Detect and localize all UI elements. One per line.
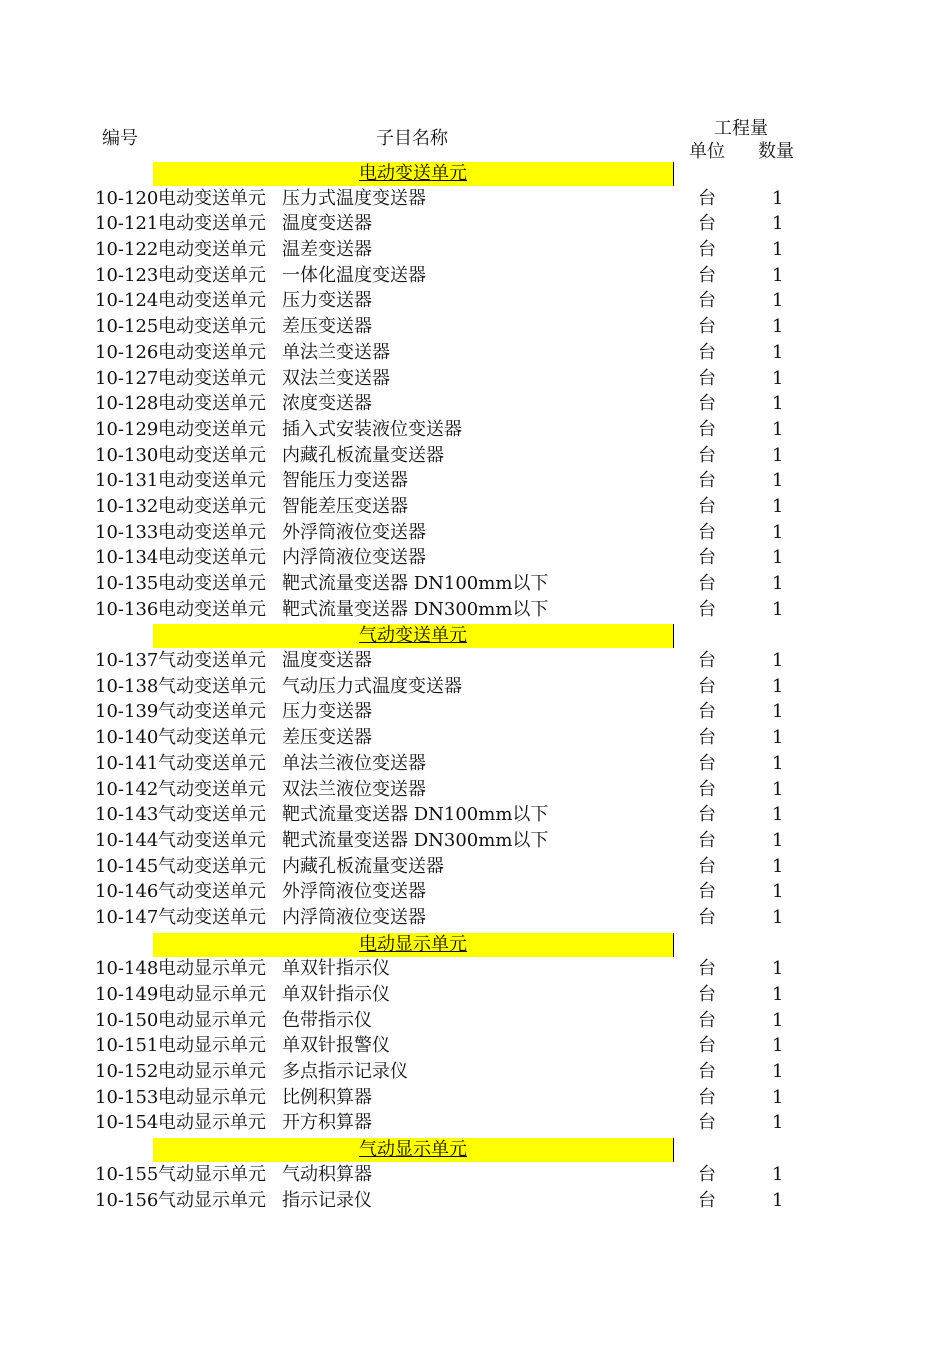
- cell-code: 10-144: [95, 829, 159, 851]
- cell-name: 外浮筒液位变送器: [282, 881, 426, 903]
- cell-name: 比例积算器: [282, 1086, 372, 1108]
- section-divider: [673, 933, 674, 957]
- cell-name: 单双针指示仪: [282, 984, 390, 1005]
- section-header-row: [0, 931, 950, 957]
- cell-qty: 1: [772, 958, 784, 980]
- cell-unit: 台: [698, 804, 716, 826]
- cell-name: 靶式流量变送器 DN100mm以下: [282, 573, 549, 594]
- cell-code: 10-149: [95, 984, 159, 1005]
- cell-qty: 1: [772, 444, 784, 466]
- cell-unit: 台: [698, 1035, 716, 1057]
- table-row: [0, 1162, 950, 1188]
- cell-unit: 台: [698, 855, 716, 877]
- table-row: [0, 777, 950, 803]
- cell-name: 单双针报警仪: [282, 1035, 390, 1057]
- cell-unit: 台: [698, 367, 716, 389]
- cell-cat: 电动变送单元: [158, 264, 266, 286]
- column-header-qty: 数量: [758, 141, 794, 162]
- cell-unit: 台: [698, 521, 716, 543]
- cell-qty: 1: [772, 675, 784, 697]
- table-row: [0, 982, 950, 1008]
- cell-code: 10-136: [95, 598, 159, 620]
- cell-qty: 1: [772, 418, 784, 440]
- cell-qty: 1: [772, 290, 784, 312]
- cell-name: 内浮筒液位变送器: [282, 906, 426, 928]
- cell-cat: 电动变送单元: [158, 573, 266, 594]
- column-header-unit: 单位: [689, 141, 725, 162]
- cell-unit: 台: [698, 547, 716, 569]
- cell-code: 10-126: [95, 341, 159, 363]
- cell-unit: 台: [698, 1086, 716, 1108]
- table-row: [0, 571, 950, 597]
- table-row: [0, 674, 950, 700]
- cell-cat: 电动显示单元: [158, 1086, 266, 1108]
- cell-name: 外浮筒液位变送器: [282, 521, 426, 543]
- cell-cat: 电动变送单元: [158, 547, 266, 569]
- cell-qty: 1: [772, 187, 784, 209]
- table-row: [0, 699, 950, 725]
- cell-qty: 1: [772, 1086, 784, 1108]
- cell-unit: 台: [698, 495, 716, 517]
- cell-cat: 电动变送单元: [158, 470, 266, 492]
- table-row: [0, 725, 950, 751]
- table-row: [0, 1008, 950, 1034]
- table-row: [0, 879, 950, 905]
- table-row: [0, 828, 950, 854]
- cell-qty: 1: [772, 1009, 784, 1031]
- cell-name: 内藏孔板流量变送器: [282, 444, 444, 466]
- cell-name: 双法兰变送器: [282, 367, 390, 389]
- cell-cat: 电动变送单元: [158, 290, 266, 312]
- cell-unit: 台: [698, 958, 716, 980]
- table-row: [0, 314, 950, 340]
- cell-qty: 1: [772, 367, 784, 389]
- cell-cat: 电动显示单元: [158, 1009, 266, 1031]
- cell-name: 插入式安装液位变送器: [282, 418, 462, 440]
- cell-unit: 台: [698, 1061, 716, 1083]
- cell-cat: 气动变送单元: [158, 906, 266, 928]
- cell-unit: 台: [698, 393, 716, 415]
- table-row: [0, 597, 950, 623]
- cell-cat: 电动变送单元: [158, 367, 266, 389]
- cell-unit: 台: [698, 341, 716, 363]
- cell-unit: 台: [698, 1189, 716, 1211]
- cell-code: 10-127: [95, 367, 159, 389]
- cell-code: 10-134: [95, 547, 159, 569]
- table-row: [0, 1085, 950, 1111]
- cell-code: 10-148: [95, 958, 159, 980]
- column-header-name: 子目名称: [376, 128, 448, 149]
- cell-unit: 台: [698, 829, 716, 851]
- cell-name: 温度变送器: [282, 650, 372, 672]
- cell-qty: 1: [772, 316, 784, 338]
- cell-unit: 台: [698, 881, 716, 903]
- cell-qty: 1: [772, 727, 784, 749]
- cell-cat: 电动显示单元: [158, 1035, 266, 1057]
- table-row: [0, 854, 950, 880]
- cell-name: 气动积算器: [282, 1163, 372, 1185]
- cell-name: 靶式流量变送器 DN300mm以下: [282, 829, 549, 851]
- cell-code: 10-131: [95, 470, 159, 492]
- cell-cat: 气动变送单元: [158, 752, 266, 774]
- cell-unit: 台: [698, 1112, 716, 1134]
- cell-code: 10-133: [95, 521, 159, 543]
- cell-code: 10-147: [95, 906, 159, 928]
- section-divider: [673, 162, 674, 186]
- cell-name: 单法兰液位变送器: [282, 752, 426, 774]
- cell-cat: 电动变送单元: [158, 598, 266, 620]
- cell-qty: 1: [772, 804, 784, 826]
- table-row: [0, 1033, 950, 1059]
- cell-unit: 台: [698, 778, 716, 800]
- cell-cat: 气动变送单元: [158, 727, 266, 749]
- cell-qty: 1: [772, 521, 784, 543]
- table-row: [0, 417, 950, 443]
- cell-cat: 气动变送单元: [158, 804, 266, 826]
- cell-cat: 电动变送单元: [158, 393, 266, 415]
- cell-code: 10-130: [95, 444, 159, 466]
- cell-unit: 台: [698, 213, 716, 235]
- table-row: [0, 468, 950, 494]
- cell-unit: 台: [698, 187, 716, 209]
- table-row: [0, 520, 950, 546]
- cell-cat: 电动变送单元: [158, 444, 266, 466]
- cell-name: 内藏孔板流量变送器: [282, 855, 444, 877]
- cell-qty: 1: [772, 264, 784, 286]
- cell-qty: 1: [772, 470, 784, 492]
- cell-code: 10-146: [95, 881, 159, 903]
- section-header-row: [0, 622, 950, 648]
- cell-code: 10-129: [95, 418, 159, 440]
- cell-qty: 1: [772, 855, 784, 877]
- cell-qty: 1: [772, 213, 784, 235]
- cell-name: 单法兰变送器: [282, 341, 390, 363]
- cell-code: 10-122: [95, 239, 159, 261]
- cell-code: 10-120: [95, 187, 159, 209]
- cell-cat: 电动变送单元: [158, 187, 266, 209]
- cell-qty: 1: [772, 906, 784, 928]
- table-row: [0, 545, 950, 571]
- cell-code: 10-151: [95, 1035, 159, 1057]
- cell-cat: 气动变送单元: [158, 701, 266, 723]
- cell-qty: 1: [772, 650, 784, 672]
- cell-qty: 1: [772, 598, 784, 620]
- cell-unit: 台: [698, 650, 716, 672]
- table-row: [0, 1110, 950, 1136]
- cell-name: 差压变送器: [282, 727, 372, 749]
- cell-code: 10-142: [95, 778, 159, 800]
- item-table: [0, 160, 950, 1213]
- cell-qty: 1: [772, 573, 784, 594]
- cell-unit: 台: [698, 290, 716, 312]
- cell-name: 差压变送器: [282, 316, 372, 338]
- cell-cat: 气动变送单元: [158, 829, 266, 851]
- column-header-code: 编号: [102, 128, 138, 149]
- table-row: [0, 237, 950, 263]
- cell-cat: 气动显示单元: [158, 1189, 266, 1211]
- table-row: [0, 1188, 950, 1214]
- section-header-row: [0, 160, 950, 186]
- table-row: [0, 648, 950, 674]
- cell-name: 内浮筒液位变送器: [282, 547, 426, 569]
- section-title: 气动显示单元: [359, 1139, 467, 1161]
- cell-qty: 1: [772, 701, 784, 723]
- cell-cat: 电动变送单元: [158, 341, 266, 363]
- table-row: [0, 366, 950, 392]
- cell-cat: 电动显示单元: [158, 1112, 266, 1134]
- table-row: [0, 211, 950, 237]
- cell-cat: 气动变送单元: [158, 675, 266, 697]
- cell-qty: 1: [772, 1189, 784, 1211]
- cell-code: 10-153: [95, 1086, 159, 1108]
- table-row: [0, 391, 950, 417]
- cell-qty: 1: [772, 547, 784, 569]
- cell-code: 10-141: [95, 752, 159, 774]
- table-row: [0, 956, 950, 982]
- table-row: [0, 751, 950, 777]
- table-row: [0, 340, 950, 366]
- table-row: [0, 443, 950, 469]
- cell-unit: 台: [698, 598, 716, 620]
- table-row: [0, 1059, 950, 1085]
- cell-code: 10-150: [95, 1009, 159, 1031]
- cell-name: 靶式流量变送器 DN300mm以下: [282, 598, 549, 620]
- cell-code: 10-139: [95, 701, 159, 723]
- cell-cat: 电动显示单元: [158, 958, 266, 980]
- cell-code: 10-145: [95, 855, 159, 877]
- cell-code: 10-156: [95, 1189, 159, 1211]
- cell-unit: 台: [698, 1009, 716, 1031]
- cell-name: 多点指示记录仪: [282, 1061, 408, 1083]
- cell-name: 气动压力式温度变送器: [282, 675, 462, 697]
- cell-cat: 电动变送单元: [158, 418, 266, 440]
- cell-code: 10-155: [95, 1163, 159, 1185]
- section-divider: [673, 624, 674, 648]
- cell-cat: 电动变送单元: [158, 495, 266, 517]
- cell-qty: 1: [772, 341, 784, 363]
- cell-cat: 气动变送单元: [158, 855, 266, 877]
- cell-name: 压力式温度变送器: [282, 187, 426, 209]
- column-header-quantity-group: 工程量: [714, 118, 768, 139]
- cell-cat: 气动变送单元: [158, 881, 266, 903]
- cell-unit: 台: [698, 906, 716, 928]
- cell-qty: 1: [772, 1035, 784, 1057]
- cell-qty: 1: [772, 495, 784, 517]
- cell-code: 10-121: [95, 213, 159, 235]
- cell-code: 10-140: [95, 727, 159, 749]
- cell-name: 开方积算器: [282, 1112, 372, 1134]
- table-row: [0, 905, 950, 931]
- cell-unit: 台: [698, 752, 716, 774]
- section-header-row: [0, 1136, 950, 1162]
- cell-code: 10-123: [95, 264, 159, 286]
- cell-qty: 1: [772, 1163, 784, 1185]
- cell-qty: 1: [772, 778, 784, 800]
- cell-cat: 电动显示单元: [158, 1061, 266, 1083]
- cell-name: 指示记录仪: [282, 1189, 372, 1211]
- cell-code: 10-132: [95, 495, 159, 517]
- cell-unit: 台: [698, 444, 716, 466]
- cell-qty: 1: [772, 1112, 784, 1134]
- cell-code: 10-138: [95, 675, 159, 697]
- cell-name: 温差变送器: [282, 239, 372, 261]
- table-row: [0, 802, 950, 828]
- cell-cat: 气动显示单元: [158, 1163, 266, 1185]
- cell-qty: 1: [772, 1061, 784, 1083]
- cell-code: 10-143: [95, 804, 159, 826]
- cell-unit: 台: [698, 316, 716, 338]
- cell-cat: 气动变送单元: [158, 778, 266, 800]
- cell-name: 压力变送器: [282, 701, 372, 723]
- cell-unit: 台: [698, 418, 716, 440]
- cell-name: 温度变送器: [282, 213, 372, 235]
- cell-code: 10-137: [95, 650, 159, 672]
- section-title: 电动显示单元: [359, 933, 467, 955]
- cell-qty: 1: [772, 881, 784, 903]
- cell-cat: 电动变送单元: [158, 239, 266, 261]
- cell-unit: 台: [698, 470, 716, 492]
- cell-code: 10-124: [95, 290, 159, 312]
- cell-unit: 台: [698, 675, 716, 697]
- cell-code: 10-125: [95, 316, 159, 338]
- cell-name: 浓度变送器: [282, 393, 372, 415]
- cell-name: 智能压力变送器: [282, 470, 408, 492]
- table-row: [0, 288, 950, 314]
- cell-cat: 电动变送单元: [158, 521, 266, 543]
- cell-qty: 1: [772, 829, 784, 851]
- cell-qty: 1: [772, 984, 784, 1005]
- cell-code: 10-128: [95, 393, 159, 415]
- cell-qty: 1: [772, 393, 784, 415]
- cell-name: 色带指示仪: [282, 1009, 372, 1031]
- cell-qty: 1: [772, 239, 784, 261]
- section-title: 电动变送单元: [359, 163, 467, 184]
- cell-name: 压力变送器: [282, 290, 372, 312]
- cell-cat: 电动变送单元: [158, 213, 266, 235]
- cell-cat: 电动显示单元: [158, 984, 266, 1005]
- cell-unit: 台: [698, 1163, 716, 1185]
- cell-code: 10-152: [95, 1061, 159, 1083]
- section-divider: [673, 1138, 674, 1162]
- table-row: [0, 186, 950, 212]
- cell-unit: 台: [698, 264, 716, 286]
- cell-name: 双法兰液位变送器: [282, 778, 426, 800]
- cell-unit: 台: [698, 727, 716, 749]
- cell-unit: 台: [698, 239, 716, 261]
- cell-qty: 1: [772, 752, 784, 774]
- cell-cat: 电动变送单元: [158, 316, 266, 338]
- cell-unit: 台: [698, 701, 716, 723]
- table-row: [0, 263, 950, 289]
- cell-unit: 台: [698, 984, 716, 1005]
- cell-name: 一体化温度变送器: [282, 264, 426, 286]
- cell-code: 10-135: [95, 573, 159, 594]
- cell-name: 智能差压变送器: [282, 495, 408, 517]
- table-row: [0, 494, 950, 520]
- cell-name: 靶式流量变送器 DN100mm以下: [282, 804, 549, 826]
- cell-cat: 气动变送单元: [158, 650, 266, 672]
- cell-name: 单双针指示仪: [282, 958, 390, 980]
- section-title: 气动变送单元: [359, 625, 467, 647]
- cell-unit: 台: [698, 573, 716, 594]
- cell-code: 10-154: [95, 1112, 159, 1134]
